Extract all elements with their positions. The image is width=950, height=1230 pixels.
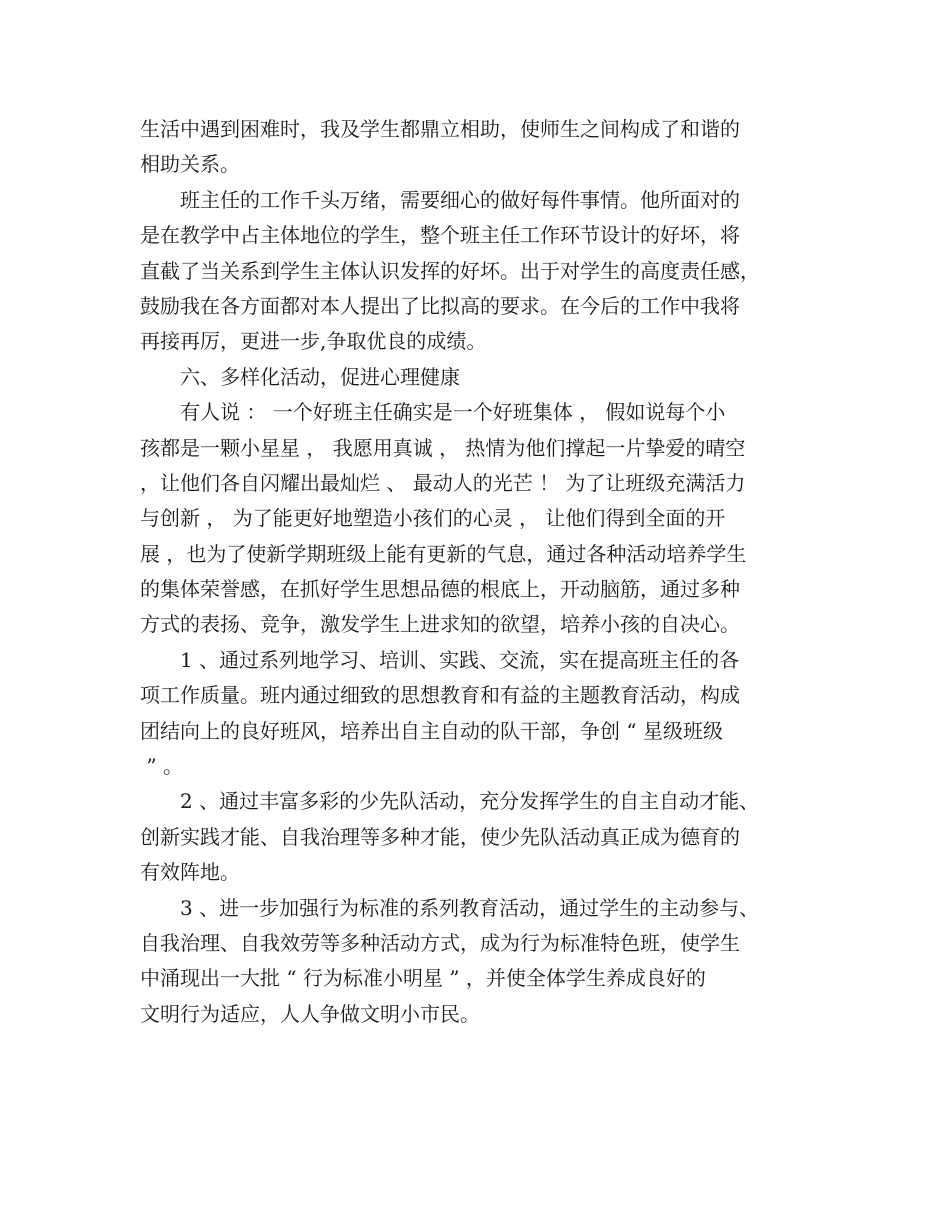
text-line: 直截了当关系到学生主体认识发挥的好坏。出于对学生的高度责任感， (140, 258, 760, 283)
section-heading: 六、多样化活动，促进心理健康 (140, 364, 460, 389)
text-line: 中涌现出一大批 “ 行为标准小明星 ” ，并使全体学生养成良好的 (140, 966, 706, 991)
text-line: 项工作质量。班内通过细致的思想教育和有益的主题教育活动，构成 (140, 683, 740, 708)
text-line: 1 、通过系列地学习、培训、实践、交流，实在提高班主任的各 (140, 647, 740, 672)
text-line: 团结向上的良好班风，培养出自主自动的队干部，争创 “ 星级班级 (140, 718, 723, 743)
document-body (140, 112, 830, 1032)
text-line: 自我治理、自我效劳等多种活动方式，成为行为标准特色班，使学生 (140, 930, 740, 955)
text-line: 有效阵地。 (140, 860, 240, 885)
text-line: 生活中遇到困难时，我及学生都鼎立相助，使师生之间构成了和谐的 (140, 117, 740, 141)
text-line: ” 。 (140, 754, 183, 779)
text-line: 班主任的工作千头万绪，需要细心的做好每件事情。他所面对的 (140, 187, 740, 212)
text-line: 是在教学中占主体地位的学生，整个班主任工作环节设计的好坏，将 (140, 223, 740, 248)
text-line: 孩都是一颗小星星 ， 我愿用真诚 ， 热情为他们撑起一片挚爱的晴空 (140, 435, 746, 460)
text-line: 方式的表扬、竞争，激发学生上进求知的欲望，培养小孩的自决心。 (140, 612, 740, 637)
text-line: 再接再厉，更进一步,争取优良的成绩。 (140, 329, 487, 354)
text-line: 创新实践才能、自我治理等多种才能，使少先队活动真正成为德育的 (140, 824, 740, 849)
text-line: 相助关系。 (140, 152, 240, 177)
text-line: 与创新 ， 为了能更好地塑造小孩们的心灵 ， 让他们得到全面的开 (140, 506, 726, 531)
text-line: 展 ，也为了使新学期班级上能有更新的气息，通过各种活动培养学生 (140, 541, 747, 566)
text-line: 鼓励我在各方面都对本人提出了比拟高的要求。在今后的工作中我将 (140, 293, 740, 318)
text-line: 有人说 ： 一个好班主任确实是一个好班集体 ， 假如说每个小 (140, 400, 726, 425)
text-line: 文明行为适应，人人争做文明小市民。 (140, 1001, 480, 1026)
text-line: 的集体荣誉感，在抓好学生思想品德的根底上，开动脑筋，通过多种 (140, 577, 740, 602)
text-line: ，让他们各自闪耀出最灿烂 、 最动人的光芒 ！ 为了让班级充满活力 (140, 470, 746, 495)
text-line: 2 、通过丰富多彩的少先队活动，充分发挥学生的自主自动才能、 (140, 789, 760, 814)
text-line: 3 、进一步加强行为标准的系列教育活动，通过学生的主动参与、 (140, 895, 760, 920)
